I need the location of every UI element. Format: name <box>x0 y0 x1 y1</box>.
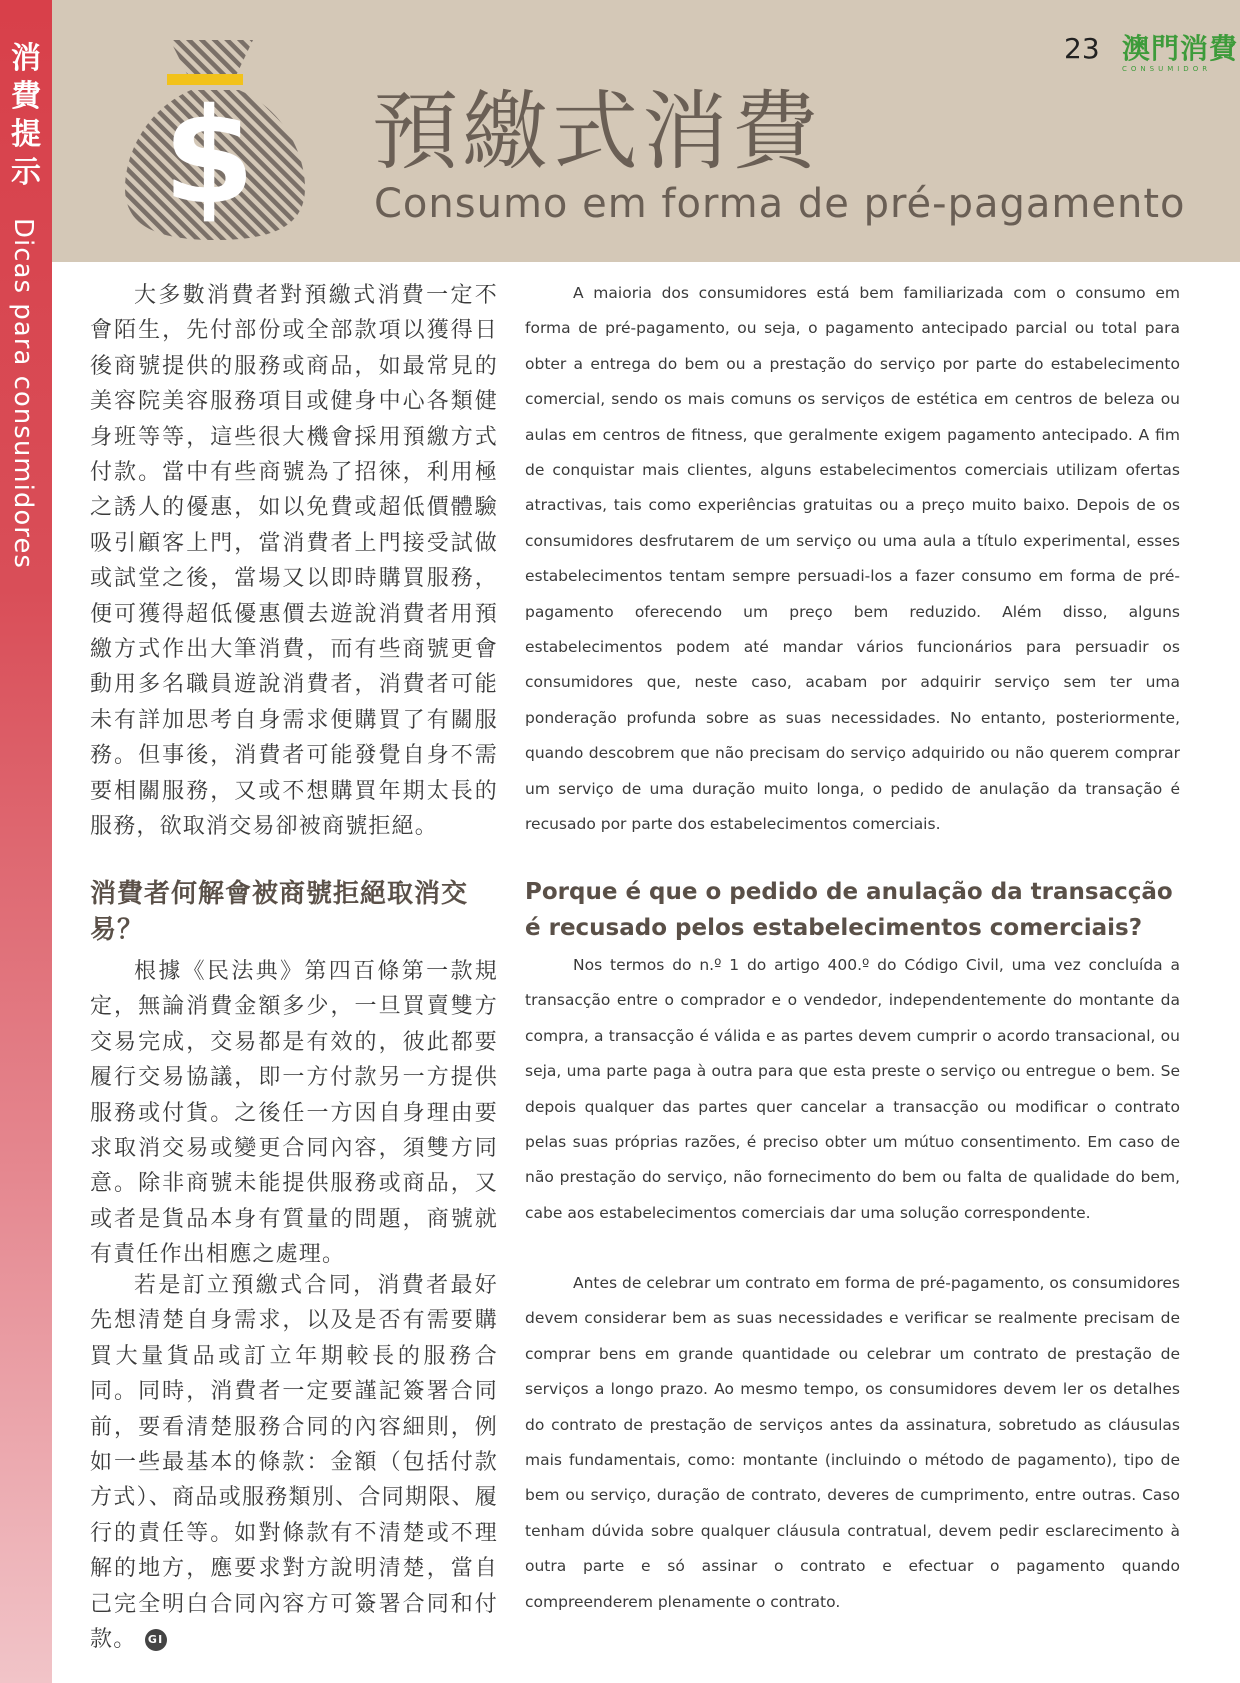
money-bag-dollar-icon <box>125 30 305 240</box>
brand-name-pt: CONSUMIDOR <box>1122 65 1212 73</box>
sidebar <box>0 0 52 1683</box>
sidebar-title-cn <box>0 40 52 192</box>
cn-paragraph: 大多數消費者對預繳式消費一定不會陌生，先付部份或全部款項以獲得日後商號提供的服務或商品，如最常見的美容院美容服務項目或健身中心各類健身班等等，這些很大機會採用預繳方式付款。當中有些商號為了招徠，利用極之誘人的優惠，如以免費或超低價體驗吸引顧客上門，當消費者上門接受試做或試堂之後，當場又以即時購買服務，便可獲得超低優惠價去遊說消費者用預繳方式作出大筆消費，而有些商號更會動用多名職員遊說消費者，消費者可能未有詳加思考自身需求便購買了有關服務。但事後，消費者可能發覺自身不需要相關服務，又或不想購買年期太長的服務，欲取消交易卻被商號拒絕。 <box>90 283 498 840</box>
pt-section <box>525 874 1180 1231</box>
sidebar-char: 示 <box>11 155 41 190</box>
page-title-pt: Consumo em forma de pré-pagamento <box>374 181 1186 227</box>
cn-section-heading: 消費者何解會被商號拒絕取消交易？ <box>90 879 469 945</box>
page-number: 23 <box>1064 32 1100 65</box>
cn-intro-paragraph <box>90 278 498 845</box>
pt-paragraph: A maioria dos consumidores está bem familiarizada com o consumo em forma de pré-pagamento, ou seja, o pagamento antecipado parcial ou total para obter a entrega do bem ou a prestação do serviço por parte do estabelecimento comercial, sendo os mais comuns os serviços de estética em centros de beleza ou aulas em centros de fitness, que geralmente exigem pagamento antecipado. A fim de conquistar mais clientes, alguns estabelecimentos comerciais utilizam ofertas atractivas, tais como experiências gratuitas ou a preço muito baixo. Depois de os consumidores desfrutarem de um serviço ou uma aula a título experimental, esses estabelecimentos tentam sempre persuadi-los a fazer consumo em forma de pré-pagamento oferecendo um preço bem reduzido. Além disso, alguns estabelecimentos podem até mandar vários funcionários para persuadir os consumidores que, neste caso, acabam por adquirir serviço sem ter uma ponderação profunda sobre as suas necessidades. No entanto, posteriormente, quando descobrem que não precisam do serviço adquirido ou não querem comprar um serviço de uma duração muito longa, o pedido de anulação da transação é recusado por parte dos estabelecimentos comerciais. <box>525 284 1180 834</box>
pt-intro-paragraph <box>525 276 1180 843</box>
sidebar-char: 提 <box>11 117 41 152</box>
brand-name-cn: 澳門消費 <box>1122 32 1239 65</box>
sidebar-char: 費 <box>11 79 41 114</box>
cn-section <box>90 876 498 1273</box>
sidebar-char: 消 <box>11 41 41 76</box>
cn-advice-paragraph <box>90 1268 498 1657</box>
svg-text:$: $ <box>163 80 255 234</box>
brand-logo <box>1122 34 1238 73</box>
pt-section-heading: Porque é que o pedido de anulação da transacção é recusado pelos estabelecimentos comerciais? <box>525 879 1173 941</box>
cn-paragraph-text: 若是訂立預繳式合同，消費者最好先想清楚自身需求，以及是否有需要購買大量貨品或訂立年期較長的服務合同。同時，消費者一定要謹記簽署合同前，要看清楚服務合同的內容細則，例如一些最基本的條款：金額（包括付款方式）、商品或服務類別、合同期限、履行的責任等。如對條款有不清楚或不理解的地方，應要求對方說明清楚，當自己完全明白合同內容方可簽署合同和付款。 <box>90 1273 498 1653</box>
cn-paragraph: 根據《民法典》第四百條第一款規定，無論消費金額多少，一旦買賣雙方交易完成，交易都是有效的，彼此都要履行交易協議，即一方付款另一方提供服務或付貨。之後任一方因自身理由要求取消交易或變更合同內容，須雙方同意。除非商號未能提供服務或商品，又或者是貨品本身有質量的問題，商號就有責任作出相應之處理。 <box>90 959 498 1268</box>
author-signature-badge: GI <box>145 1629 167 1651</box>
sidebar-title-pt: Dicas para consumidores <box>8 218 38 569</box>
cn-paragraph <box>90 1268 498 1657</box>
pt-advice-paragraph <box>525 1266 1180 1620</box>
pt-paragraph: Antes de celebrar um contrato em forma de pré-pagamento, os consumidores devem considerar bem as suas necessidades e verificar se realmente precisam de comprar bens em grande quantidade ou celebrar um contrato de prestação de serviços a longo prazo. Ao mesmo tempo, os consumidores devem ler os detalhes do contrato de prestação de serviços antes da assinatura, sobretudo as cláusulas mais fundamentais, como: montante (incluindo o método de pagamento), tipo de bem ou serviço, duração de contrato, deveres de cumprimento, entre outras. Caso tenham dúvida sobre qualquer cláusula contratual, devem pedir esclarecimento à outra parte e só assinar o contrato e efectuar o pagamento quando compreenderem plenamente o contrato. <box>525 1274 1180 1611</box>
page-title-cn: 預繳式消費 <box>372 82 822 182</box>
pt-paragraph: Nos termos do n.º 1 do artigo 400.º do Código Civil, uma vez concluída a transacção entre o comprador e o vendedor, independentemente do montante da compra, a transacção é válida e as partes devem cumprir o acordo transacional, ou seja, uma parte paga à outra para que esta preste o serviço ou entregue o bem. Se depois qualquer das partes quer cancelar a transacção ou modificar o contrato pelas suas próprias razões, é preciso obter um mútuo consentimento. Em caso de não prestação do serviço, não fornecimento do bem ou falta de qualidade do bem, cabe aos estabelecimentos comerciais dar uma solução correspondente. <box>525 956 1180 1222</box>
